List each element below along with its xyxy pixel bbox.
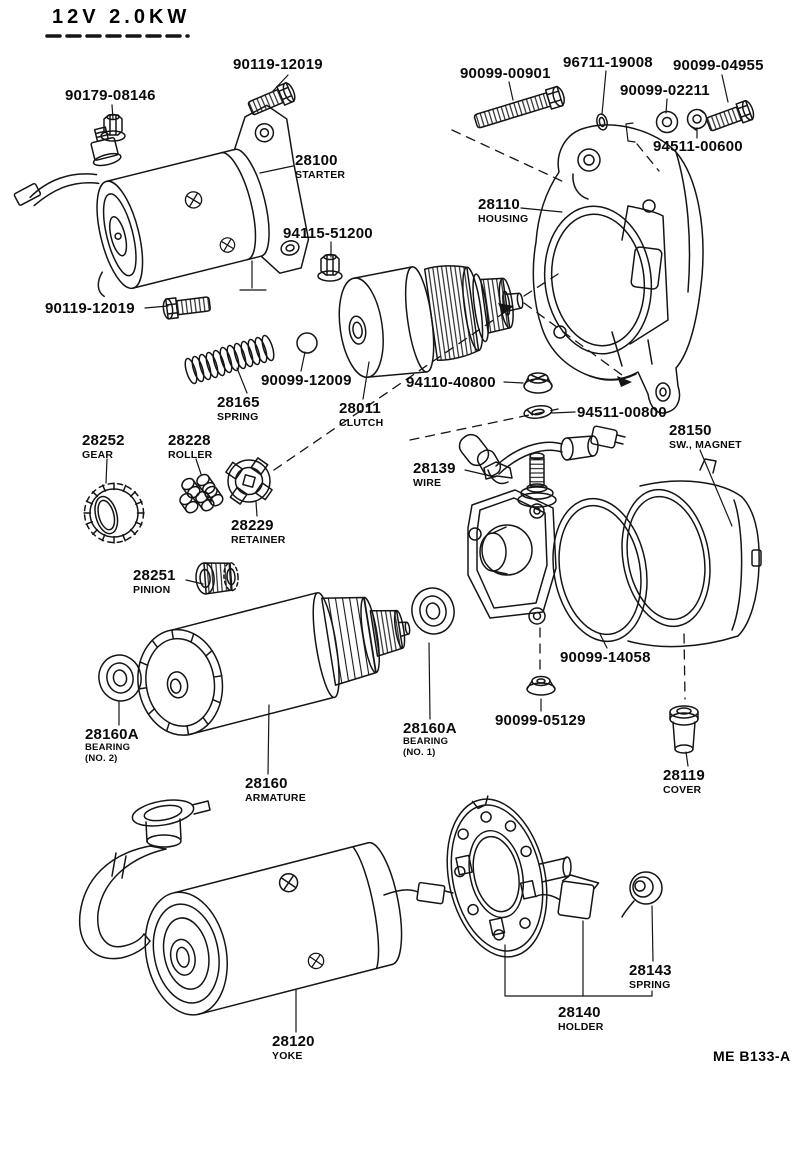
part-label-90179-08146: 90179-08146 bbox=[65, 87, 156, 104]
part-label-28229: 28229 RETAINER bbox=[231, 517, 286, 546]
brush-holder-drawing bbox=[433, 788, 561, 966]
part-label-94511-00600: 94511-00600 bbox=[653, 138, 743, 155]
brush-spring-drawing bbox=[622, 872, 662, 917]
clutch-drawing bbox=[333, 252, 530, 383]
washer-90099-02211-icon bbox=[657, 112, 678, 133]
part-label-90099-00901: 90099-00901 bbox=[460, 65, 551, 82]
nut-90099-05129-icon bbox=[527, 677, 555, 696]
part-label-28251: 28251 PINION bbox=[133, 567, 176, 596]
bearing-no1-drawing bbox=[408, 584, 459, 638]
part-label-28165: 28165 SPRING bbox=[217, 394, 260, 423]
part-label-90099-14058: 90099-14058 bbox=[560, 649, 651, 666]
yoke-drawing bbox=[133, 839, 412, 1022]
part-label-28252: 28252 GEAR bbox=[82, 432, 125, 461]
part-label-28110: 28110 HOUSING bbox=[478, 196, 529, 225]
bolt-90099-04955-icon bbox=[705, 99, 756, 134]
part-label-28160a-no2: 28160A BEARING (NO. 2) bbox=[85, 726, 139, 764]
armature-drawing bbox=[128, 579, 420, 741]
yoke-cap-drawing bbox=[130, 796, 210, 847]
part-label-90099-02211: 90099-02211 bbox=[620, 82, 710, 99]
part-label-28143: 28143 SPRING bbox=[629, 962, 672, 991]
starter-assembly-drawing bbox=[3, 84, 322, 331]
part-label-28150: 28150 SW., MAGNET bbox=[669, 422, 742, 451]
drawing-code: ME B133-A bbox=[713, 1048, 791, 1064]
magnetic-switch-drawing bbox=[455, 426, 761, 649]
part-label-28100: 28100 STARTER bbox=[295, 152, 346, 181]
part-label-28139: 28139 WIRE bbox=[413, 460, 456, 489]
part-label-90119-12019-left: 90119-12019 bbox=[45, 300, 135, 317]
part-label-28119: 28119 COVER bbox=[663, 767, 705, 796]
housing-drawing bbox=[533, 125, 703, 413]
part-label-90099-12009: 90099-12009 bbox=[261, 372, 352, 389]
part-label-90099-05129: 90099-05129 bbox=[495, 712, 586, 729]
part-label-28120: 28120 YOKE bbox=[272, 1033, 315, 1062]
ball-90099-12009-icon bbox=[297, 333, 317, 353]
part-label-28011: 28011 CLUTCH bbox=[339, 400, 384, 429]
brush-drawing bbox=[534, 871, 599, 920]
part-label-90119-12019-top: 90119-12019 bbox=[233, 56, 323, 73]
page-title: 12V 2.0KW bbox=[52, 6, 191, 28]
nut-94110-40800-icon bbox=[524, 373, 552, 393]
nut-94115-51200-icon bbox=[318, 255, 342, 282]
part-label-94110-40800: 94110-40800 bbox=[406, 374, 496, 391]
bolt-90119-12019-top-icon bbox=[247, 81, 298, 118]
part-label-28140: 28140 HOLDER bbox=[558, 1004, 604, 1033]
bolt-90099-00901-icon bbox=[473, 85, 566, 131]
washer-94511-00600-icon bbox=[688, 110, 707, 131]
pinion-drawing bbox=[195, 561, 239, 595]
washer-94511-00800-icon bbox=[523, 404, 552, 420]
rollers-drawing bbox=[178, 472, 225, 515]
part-label-96711-19008: 96711-19008 bbox=[563, 54, 653, 71]
cover-plug-drawing bbox=[670, 706, 698, 753]
part-label-94511-00800: 94511-00800 bbox=[577, 404, 667, 421]
part-label-28160: 28160 ARMATURE bbox=[245, 775, 306, 804]
part-label-90099-04955: 90099-04955 bbox=[673, 57, 764, 74]
part-label-28160a-no1: 28160A BEARING (NO. 1) bbox=[403, 720, 457, 758]
part-label-28228: 28228 ROLLER bbox=[168, 432, 213, 461]
gear-drawing bbox=[84, 483, 144, 543]
oring-96711-19008-icon bbox=[595, 113, 608, 131]
bolt-90119-12019-left-icon bbox=[162, 294, 211, 320]
part-label-94115-51200: 94115-51200 bbox=[283, 225, 373, 242]
retainer-drawing bbox=[226, 458, 272, 504]
